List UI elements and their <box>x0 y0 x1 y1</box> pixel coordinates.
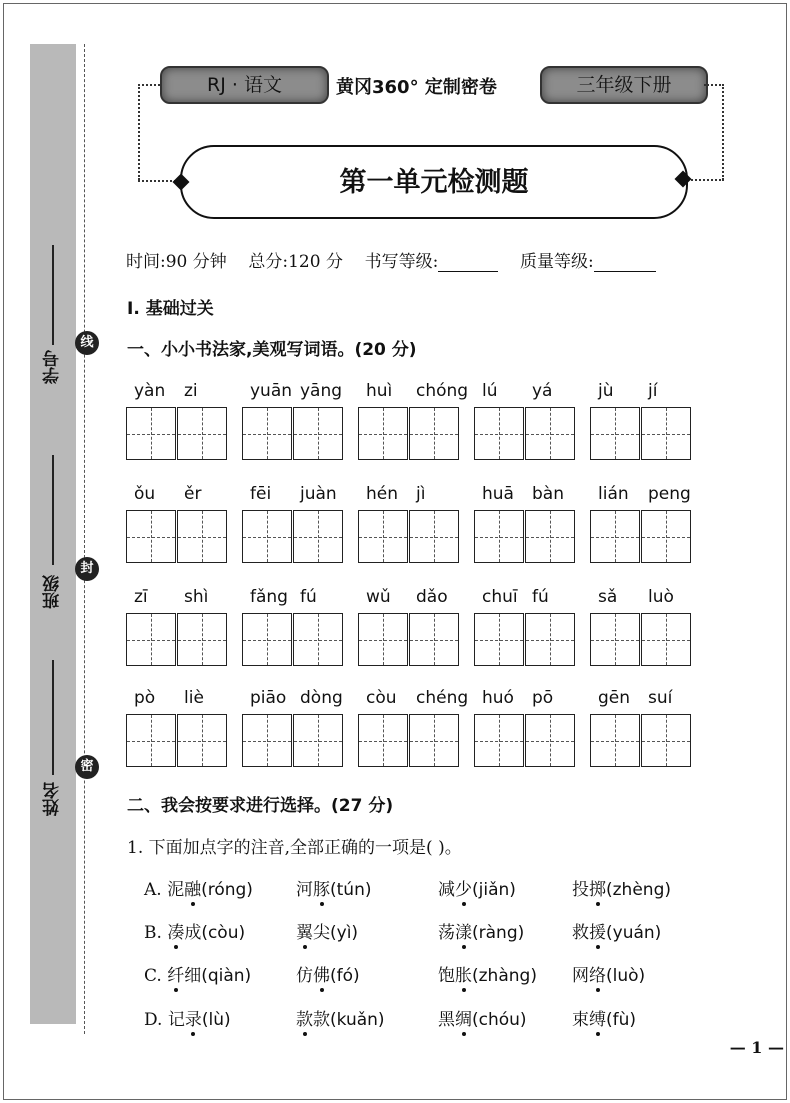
pinyin-syllable: ǒu <box>134 484 156 504</box>
name-label: 姓名 <box>43 782 63 816</box>
writing-cell[interactable] <box>641 613 691 666</box>
subject-pill: RJ · 语文 <box>160 66 329 104</box>
class-blank[interactable] <box>52 455 54 565</box>
pinyin-syllable: lián <box>598 484 629 504</box>
writing-cell[interactable] <box>126 407 176 460</box>
dotted-character: 豚 <box>313 880 330 900</box>
pinyin-annotation: (kuǎn) <box>330 1010 385 1030</box>
pinyin-syllable: còu <box>366 688 397 708</box>
word-grid <box>358 484 462 565</box>
pinyin-syllable: fēi <box>250 484 272 504</box>
pinyin-syllable: chuī <box>482 587 518 607</box>
pinyin-syllable: jí <box>648 381 658 401</box>
word-grid <box>590 484 694 565</box>
character: 河 <box>296 880 313 900</box>
pinyin-annotation: (còu) <box>201 923 246 943</box>
writing-cell[interactable] <box>177 714 227 767</box>
pinyin-syllable: peng <box>648 484 691 504</box>
choice-option <box>438 875 516 900</box>
pinyin-syllable: shì <box>184 587 209 607</box>
choice-option[interactable] <box>144 1005 231 1030</box>
writing-cell[interactable] <box>641 714 691 767</box>
writing-cell[interactable] <box>126 613 176 666</box>
writing-cell[interactable] <box>525 714 575 767</box>
writing-cell[interactable] <box>590 613 640 666</box>
writing-cell[interactable] <box>474 714 524 767</box>
pinyin-syllable: pō <box>532 688 554 708</box>
name-blank[interactable] <box>52 660 54 775</box>
choice-option[interactable] <box>144 875 253 900</box>
word-grid <box>126 587 230 668</box>
word-grid <box>474 587 578 668</box>
writing-cell[interactable] <box>177 510 227 563</box>
pinyin-syllable: huó <box>482 688 514 708</box>
writing-cell[interactable] <box>641 510 691 563</box>
character: 减 <box>438 880 455 900</box>
seal-seal: 封 <box>75 557 99 581</box>
choice-option <box>296 918 358 943</box>
part-heading: Ⅰ. 基础过关 <box>127 299 214 319</box>
choice-option <box>572 1005 636 1030</box>
pinyin-syllable: pò <box>134 688 156 708</box>
word-grid <box>590 587 694 668</box>
student-id-blank[interactable] <box>52 245 54 345</box>
writing-cell[interactable] <box>409 613 459 666</box>
word-grid <box>126 484 230 565</box>
pinyin-syllable: fú <box>300 587 317 607</box>
seal-secret: 密 <box>75 755 99 779</box>
pinyin-syllable: sǎ <box>598 587 618 607</box>
pinyin-annotation: (zhèng) <box>606 880 671 900</box>
pinyin-annotation: (lù) <box>201 1010 231 1030</box>
writing-cell[interactable] <box>409 714 459 767</box>
header-connector <box>704 84 724 86</box>
option-letter: B. <box>144 923 168 943</box>
grade-pill: 三年级下册 <box>540 66 708 104</box>
writing-cell[interactable] <box>409 510 459 563</box>
character: 记 <box>167 1010 185 1030</box>
choice-option[interactable] <box>144 918 245 943</box>
writing-cell[interactable] <box>525 613 575 666</box>
pinyin-syllable: gēn <box>598 688 631 708</box>
writing-cell[interactable] <box>242 613 292 666</box>
pinyin-syllable: zi <box>184 381 198 401</box>
character: 束 <box>572 1010 589 1030</box>
pinyin-syllable: zī <box>134 587 148 607</box>
header-connector <box>138 84 140 180</box>
character: 救 <box>572 923 589 943</box>
word-grid <box>474 688 578 769</box>
word-grid <box>474 484 578 565</box>
word-grid <box>126 381 230 462</box>
seal-line: 线 <box>75 331 99 355</box>
character: 成 <box>184 923 202 943</box>
pinyin-syllable: piāo <box>250 688 287 708</box>
writing-cell[interactable] <box>293 407 343 460</box>
pinyin-annotation: (chóu) <box>472 1010 527 1030</box>
pinyin-annotation: (yì) <box>330 923 359 943</box>
option-letter: D. <box>144 1010 168 1030</box>
dotted-character: 佛 <box>313 966 330 986</box>
student-id-label: 学号 <box>43 350 63 384</box>
pinyin-syllable: yá <box>532 381 553 401</box>
choice-option <box>572 961 645 986</box>
dotted-character: 翼 <box>296 923 313 943</box>
pinyin-syllable: ěr <box>184 484 202 504</box>
writing-cell[interactable] <box>293 613 343 666</box>
writing-cell[interactable] <box>242 510 292 563</box>
writing-grade-label: 书写等级: <box>364 252 439 272</box>
pinyin-syllable: yāng <box>300 381 343 401</box>
character: 荡 <box>438 923 455 943</box>
writing-cell[interactable] <box>358 613 408 666</box>
dotted-character: 掷 <box>589 880 606 900</box>
pinyin-syllable: lú <box>482 381 498 401</box>
pinyin-annotation: (róng) <box>201 880 253 900</box>
choice-option <box>572 875 671 900</box>
pinyin-annotation: (tún) <box>330 880 372 900</box>
quality-grade-blank[interactable] <box>594 251 656 272</box>
writing-cell[interactable] <box>474 510 524 563</box>
pinyin-syllable: jì <box>416 484 426 504</box>
pinyin-annotation: (fù) <box>606 1010 637 1030</box>
writing-cell[interactable] <box>177 613 227 666</box>
dotted-character: 络 <box>589 966 606 986</box>
character: 投 <box>572 880 589 900</box>
character: 网 <box>572 966 589 986</box>
dotted-character: 援 <box>589 923 606 943</box>
pinyin-syllable: liè <box>184 688 204 708</box>
character: 饱 <box>438 966 455 986</box>
writing-cell[interactable] <box>474 613 524 666</box>
writing-cell[interactable] <box>177 407 227 460</box>
dotted-character: 胀 <box>455 966 472 986</box>
writing-cell[interactable] <box>242 407 292 460</box>
character: 黑 <box>438 1010 455 1030</box>
writing-cell[interactable] <box>358 407 408 460</box>
pinyin-annotation: (qiàn) <box>201 966 252 986</box>
pinyin-syllable: juàn <box>300 484 337 504</box>
choice-option[interactable] <box>144 961 251 986</box>
option-letter: A. <box>144 880 168 900</box>
dotted-character: 录 <box>184 1010 202 1030</box>
total-score: 总分:120 分 <box>248 252 343 272</box>
pinyin-syllable: fú <box>532 587 549 607</box>
word-grid <box>126 688 230 769</box>
pinyin-annotation: (jiǎn) <box>472 880 516 900</box>
pinyin-syllable: wǔ <box>366 587 391 607</box>
writing-cell[interactable] <box>293 510 343 563</box>
character: 细 <box>184 966 202 986</box>
pinyin-annotation: (ràng) <box>472 923 525 943</box>
dotted-character: 漾 <box>455 923 472 943</box>
header-connector <box>138 84 160 86</box>
class-label: 班级 <box>43 575 63 609</box>
dotted-character: 少 <box>455 880 472 900</box>
writing-cell[interactable] <box>590 714 640 767</box>
dotted-character: 绸 <box>455 1010 472 1030</box>
word-grid <box>242 484 346 565</box>
pinyin-syllable: huā <box>482 484 514 504</box>
header-connector <box>722 84 724 180</box>
writing-cell[interactable] <box>590 407 640 460</box>
pinyin-syllable: jù <box>598 381 614 401</box>
pinyin-syllable: luò <box>648 587 674 607</box>
pinyin-syllable: dòng <box>300 688 343 708</box>
writing-cell[interactable] <box>358 510 408 563</box>
pinyin-annotation: (luò) <box>606 966 646 986</box>
choice-option <box>572 918 661 943</box>
character: 款 <box>313 1010 330 1030</box>
writing-cell[interactable] <box>525 510 575 563</box>
page-number: — 1 — <box>729 1038 784 1057</box>
dotted-character: 融 <box>184 880 202 900</box>
writing-cell[interactable] <box>590 510 640 563</box>
pinyin-syllable: chéng <box>416 688 469 708</box>
pinyin-syllable: yuān <box>250 381 293 401</box>
question-2-heading: 二、我会按要求进行选择。(27 分) <box>127 796 394 816</box>
pinyin-annotation: (fó) <box>330 966 360 986</box>
pinyin-annotation: (zhàng) <box>472 966 537 986</box>
character: 仿 <box>296 966 313 986</box>
exam-info <box>126 247 656 272</box>
choice-option <box>296 875 371 900</box>
page-title: 第一单元检测题 <box>339 167 529 198</box>
writing-cell[interactable] <box>409 407 459 460</box>
quality-grade-label: 质量等级: <box>519 252 594 272</box>
pinyin-syllable: bàn <box>532 484 564 504</box>
series-title: 黄冈360° 定制密卷 <box>336 77 497 98</box>
choice-option <box>438 1005 527 1030</box>
writing-cell[interactable] <box>293 714 343 767</box>
dotted-character: 款 <box>296 1010 313 1030</box>
word-grid <box>242 381 346 462</box>
pinyin-syllable: fǎng <box>250 587 288 607</box>
question-2-1-text: 1. 下面加点字的注音,全部正确的一项是( )。 <box>127 838 462 858</box>
character: 尖 <box>313 923 330 943</box>
question-1-heading: 一、小小书法家,美观写词语。(20 分) <box>127 340 417 360</box>
word-grid <box>242 688 346 769</box>
pinyin-annotation: (yuán) <box>606 923 662 943</box>
word-grid <box>358 587 462 668</box>
pinyin-syllable: huì <box>366 381 393 401</box>
writing-cell[interactable] <box>474 407 524 460</box>
writing-cell[interactable] <box>641 407 691 460</box>
choice-option <box>296 961 360 986</box>
dotted-character: 缚 <box>589 1010 606 1030</box>
word-grid <box>358 381 469 462</box>
writing-cell[interactable] <box>358 714 408 767</box>
choice-option <box>438 918 524 943</box>
dotted-character: 凑 <box>167 923 185 943</box>
pinyin-syllable: suí <box>648 688 673 708</box>
word-grid <box>242 587 346 668</box>
option-letter: C. <box>144 966 168 986</box>
word-grid <box>358 688 469 769</box>
choice-option <box>438 961 537 986</box>
writing-cell[interactable] <box>242 714 292 767</box>
word-grid <box>590 688 694 769</box>
pinyin-syllable: yàn <box>134 381 166 401</box>
writing-grade-blank[interactable] <box>438 251 498 272</box>
pinyin-syllable: dǎo <box>416 587 448 607</box>
binding-cut-line <box>84 44 85 1034</box>
writing-cell[interactable] <box>126 714 176 767</box>
character: 泥 <box>167 880 185 900</box>
pinyin-syllable: chóng <box>416 381 469 401</box>
pinyin-syllable: hén <box>366 484 399 504</box>
time-info: 时间:90 分钟 <box>126 252 227 272</box>
word-grid <box>590 381 694 462</box>
writing-cell[interactable] <box>126 510 176 563</box>
writing-cell[interactable] <box>525 407 575 460</box>
choice-option <box>296 1005 385 1030</box>
word-grid <box>474 381 578 462</box>
dotted-character: 纤 <box>167 966 185 986</box>
